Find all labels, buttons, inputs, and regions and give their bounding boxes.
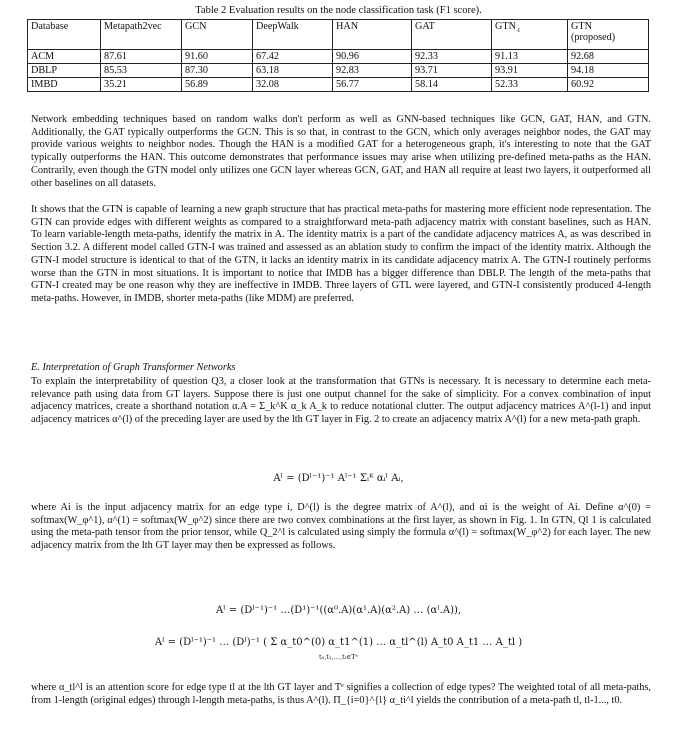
equation-3-sum-range: t₀,t₁,…,tₗ∈Tᵉ <box>319 653 358 661</box>
table-cell: 91.60 <box>182 50 253 64</box>
table-cell: 35.21 <box>101 78 182 92</box>
table-cell: 32.08 <box>253 78 333 92</box>
equation-1: Aˡ = (Dˡ⁻¹)⁻¹ Aˡ⁻¹ Σᵢᴷ αᵢˡ Aᵢ, <box>273 473 404 484</box>
paragraph-gnn-comparison: Network embedding techniques based on random walks don't perform as well as GNN-based techniques like GCN, GAT, HAN, and GTN. Additionally, the GAT typically outperforms the GCN. This is so that, in contrast to the GCN, which only averages neighbor nodes, the GAT may provide various weights to neighbor nodes. Though the HAN is a modified GAT for a heterogeneous graph, it's interesting to note that the GAT typically outperforms the HAN. This outcome demonstrates that performance issues may arise when utilizing pre-defined meta-paths as the HAN. Contrarily, even though the GTN model only utilizes one GCN layer whereas GCN, GAT, and HAN all require at least two layers, it outperformed all other baselines on all datasets. <box>31 114 651 189</box>
table-cell: DBLP <box>28 64 101 78</box>
header-database: Database <box>28 20 101 50</box>
table-cell: IMBD <box>28 78 101 92</box>
paragraph-definitions: where Ai is the input adjacency matrix for an edge type i, D^(l) is the degree matrix of A^(l), and αi is the weight of Ai. Define α^(0) = softmax(W_φ^1), α^(1) = softmax(W_φ^2) since there are two convex combinations at the first layer, as shown in Fig. 1. In GTN, Ql 1 is calculated using the meta-path tensor from the prior tensor, while Q_2^l is calculated using simply the formula α^(l) = softmax(W_φ^2) for each layer. The new adjacency matrix from the lth GT layer may then be expressed as follows. <box>31 502 651 552</box>
table-cell: 67.42 <box>253 50 333 64</box>
header-gat: GAT <box>412 20 492 50</box>
table-cell: 92.68 <box>568 50 649 64</box>
table-cell: 58.14 <box>412 78 492 92</box>
header-gtn-proposed: GTN (proposed) <box>568 20 649 50</box>
table-cell: 87.61 <box>101 50 182 64</box>
table-caption: Table 2 Evaluation results on the node classification task (F1 score). <box>195 5 482 16</box>
header-han: HAN <box>333 20 412 50</box>
equation-3: Aˡ = (Dˡ⁻¹)⁻¹ … (Dˡ)⁻¹ ( Σ α_t0^(0) α_t1^(1) … α_tl^(l) A_t0 A_t1 … A_tl ) t₀,t₁,…,tₗ∈Tᵉ <box>154 637 523 661</box>
section-heading: E. Interpretation of Graph Transformer Networks <box>31 362 236 373</box>
table-cell: 92.33 <box>412 50 492 64</box>
table-cell: 93.71 <box>412 64 492 78</box>
header-gtn-i: $GTN_{-I}$ <box>492 20 568 50</box>
table-cell: 60.92 <box>568 78 649 92</box>
paragraph-gtn-analysis: It shows that the GTN is capable of learning a new graph structure that has practical meta-paths for mastering more efficient node representation. The GTN can provide edges with different weights as compared to a straightforward meta-path adjacency matrix with constant baselines, such as HAN. To learn variable-length meta-paths, identify the matrix in A. The identity matrix is a part of the candidate adjacency matrices A, as was described in Section 3.2. A different model called GTN-I was trained and assessed as an ablation study to confirm the impact of the identity matrix. Although the GTN-I model structure is identical to that of the GTN, it lacks an identity matrix in its candidate adjacency matrix A. The GTN-I routinely performs worse than the GTN in most situations. It is important to notice that IMDB has a bigger difference than DBLP. The length of the meta-paths that GTN-I created may be one reason why they are ineffective in IMDB. Three layers of GTL were layered, and GTN-I consistently produced 4-length meta-paths. However, in IMDB, shorter meta-paths (like MDM) are preferred. <box>31 204 651 304</box>
table-cell: 87.30 <box>182 64 253 78</box>
table-row <box>28 78 649 92</box>
table-cell: 91.13 <box>492 50 568 64</box>
table-cell: 90.96 <box>333 50 412 64</box>
table-cell: 93.91 <box>492 64 568 78</box>
table-header-row <box>28 20 649 50</box>
table-cell: 56.89 <box>182 78 253 92</box>
table-row <box>28 64 649 78</box>
table-cell: 94.18 <box>568 64 649 78</box>
table-cell: 92.83 <box>333 64 412 78</box>
results-table <box>27 19 649 92</box>
table-cell: 63.18 <box>253 64 333 78</box>
table-cell: ACM <box>28 50 101 64</box>
equation-2: Aˡ = (Dˡ⁻¹)⁻¹ …(D¹)⁻¹((α⁰.A)(α¹.A)(α².A) … (αˡ.A)), <box>215 605 462 616</box>
paragraph-attention-score: where α_tl^l is an attention score for edge type tl at the lth GT layer and Tᵉ signifies a collection of edge types? The weighted total of all meta-paths, from 1-length (original edges) through l-length meta-paths, is thus A^(l). Π_{i=0}^{l} α_ti^l yields the contribution of a meta-path tl, tl-1..., t0. <box>31 682 651 706</box>
header-deepwalk: DeepWalk <box>253 20 333 50</box>
table-row <box>28 50 649 64</box>
table-cell: 56.77 <box>333 78 412 92</box>
paragraph-interpretability: To explain the interpretability of question Q3, a closer look at the transformation that GTNs is necessary. It is necessary to determine each meta-relevance path using data from GT layers. Suppose there is just one output channel for the sake of simplicity. For a convex combination of input adjacency matrices, create a shorthand notation α.A = Σ_k^K α_k A_k to reduce notational clutter. The output adjacency matrices A^(l-1) and input adjacency matrices α^(l) of the preceding layer are used by the lth GT layer in Fig. 2 to create an adjacency matrix A^(l) for a new meta-path graph. <box>31 376 651 426</box>
table-cell: 85.53 <box>101 64 182 78</box>
header-metapath2vec: Metapath2vec <box>101 20 182 50</box>
header-gcn: GCN <box>182 20 253 50</box>
table-cell: 52.33 <box>492 78 568 92</box>
